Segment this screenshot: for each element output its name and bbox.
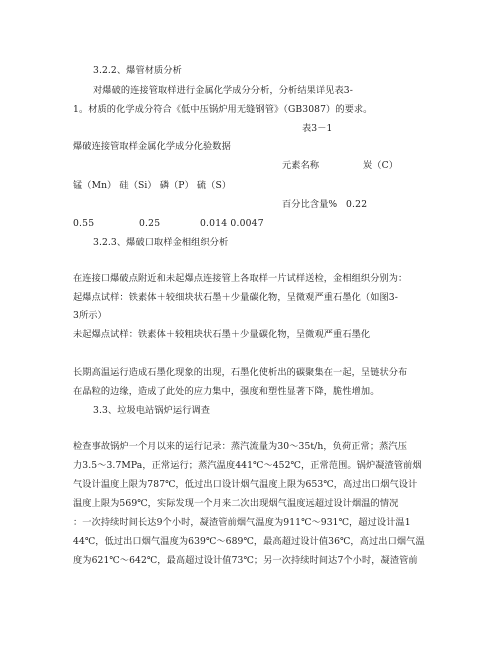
- paragraph-2-line-4: 未起爆点试样：铁素体＋较粗块状石墨＋少量碳化物，呈微观严重石墨化: [73, 329, 371, 340]
- table-element-columns: 锰（Mn） 硅（Si） 磷（P） 硫（S）: [73, 180, 232, 191]
- paragraph-4-line-4: 温度上限为569℃，实际发现一个月来二次出现烟气温度远超过设计烟温的情况: [73, 498, 399, 509]
- paragraph-4-line-6: 44℃，低过出口烟气温度为639℃～689℃，最高超过设计值36℃，高过出口烟气温: [73, 536, 425, 547]
- table-row-header-element-name: 元素名称: [282, 160, 320, 171]
- paragraph-4-line-7: 度为621℃～642℃，最高超过设计值73℃；另一次持续时间达7个小时，凝渣管前: [73, 555, 418, 566]
- table-value-silicon: 0.25: [139, 218, 161, 229]
- section-heading-3-3: 3.3、垃圾电站锅炉运行调查: [93, 405, 211, 416]
- table-column-carbon: 炭（C）: [363, 160, 398, 171]
- paragraph-4-line-3: 气设计温度上限为787℃，低过出口设计烟气温度上限为653℃，高过出口烟气设计: [73, 479, 418, 490]
- paragraph-1-line-1: 对爆破的连接管取样进行金属化学成分分析，分析结果详见表3-: [93, 85, 353, 96]
- paragraph-4-line-1: 检查事故锅炉一个月以来的运行记录：蒸汽流量为30～35t/h，负荷正常；蒸汽压: [73, 441, 407, 452]
- paragraph-3-line-1: 长期高温运行造成石墨化现象的出现，石墨化使析出的碳聚集在一起，呈链状分布: [73, 367, 408, 378]
- paragraph-2-line-3: 3所示）: [73, 310, 107, 321]
- table-value-phosphorus-sulfur: 0.014 0.0047: [200, 218, 264, 229]
- section-heading-3-2-3: 3.2.3、爆破口取样金相组织分析: [93, 237, 229, 248]
- table-title: 爆破连接管取样金属化学成分化验数据: [73, 141, 231, 152]
- table-caption: 表3－1: [302, 123, 333, 134]
- paragraph-3-line-2: 在晶粒的边缘，造成了此处的应力集中，强度和塑性显著下降，脆性增加。: [73, 386, 380, 397]
- paragraph-4-line-2: 力3.5～3.7MPa，正常运行；蒸汽温度441℃～452℃，正常范围。锅炉凝渣管前烟: [73, 460, 422, 471]
- section-heading-3-2-2: 3.2.2、爆管材质分析: [93, 65, 182, 76]
- table-value-carbon: 0.22: [346, 199, 368, 210]
- paragraph-4-line-5: ：一次持续时间长达9个小时，凝渣管前烟气温度为911℃～931℃，超过设计温1: [73, 517, 411, 528]
- table-row-percent-label: 百分比含量%: [282, 199, 338, 210]
- table-value-manganese: 0.55: [73, 218, 95, 229]
- paragraph-2-line-1: 在连接口爆破点附近和未起爆点连接管上各取样一片试样送检，金相组织分别为：: [73, 273, 408, 284]
- paragraph-2-line-2: 起爆点试样：铁素体＋较细块状石墨＋少量碳化物，呈微观严重石墨化（如图3-: [73, 292, 398, 303]
- paragraph-1-line-2: 1。材质的化学成分符合《低中压锅炉用无缝钢管》（GB3087）的要求。: [73, 104, 373, 115]
